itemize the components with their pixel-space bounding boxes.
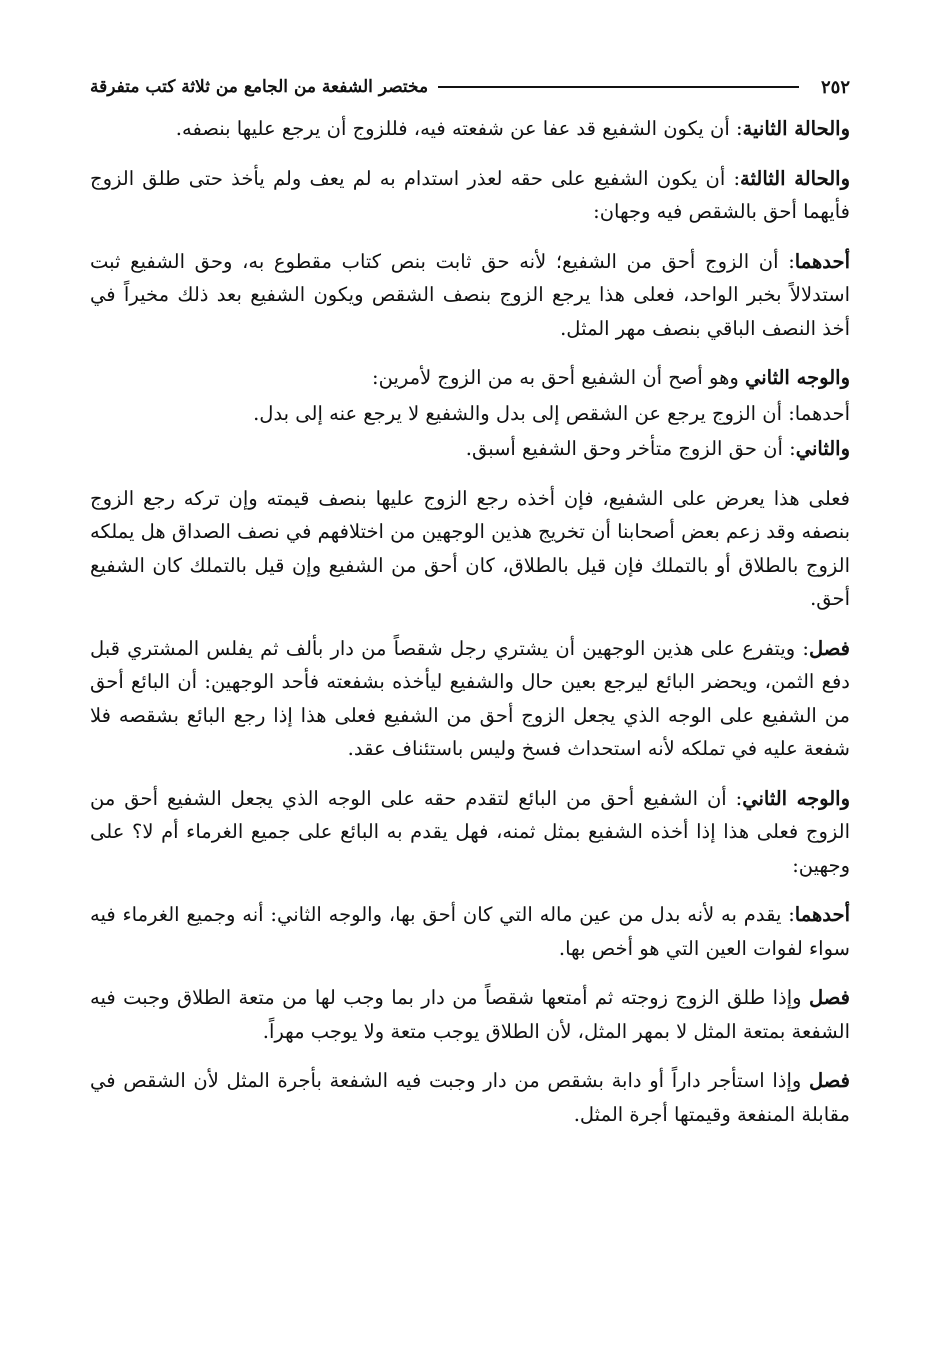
paragraph-lead: أحدهما xyxy=(794,249,850,273)
paragraph-text: : أن يكون الشفيع على حقه لعذر استدام به لم يعف ولم يأخذ حتى طلق الزوج فأيهما أحق بالشقص فيه وجهان: xyxy=(90,166,850,223)
paragraph xyxy=(90,782,850,883)
paragraph-lead: والثاني xyxy=(795,437,850,460)
paragraph-lead: والحالة الثالثة xyxy=(740,166,850,190)
paragraph-lead: والحالة الثانية xyxy=(742,117,850,140)
paragraph-text: أحدهما: أن الزوج يرجع عن الشقص إلى بدل والشفيع لا يرجع عنه إلى بدل. xyxy=(253,401,850,425)
page-number: ٢٥٢ xyxy=(820,76,850,98)
paragraph-lead: والوجه الثاني xyxy=(742,786,851,810)
paragraph xyxy=(90,397,850,431)
paragraph xyxy=(90,1064,850,1131)
paragraph-text: : أن الزوج أحق من الشفيع؛ لأنه حق ثابت بنص كتاب مقطوع به، وحق الشفيع ثبت استدلالاً بخبر الواحد، فعلى هذا يرجع الزوج بنصف الشقص ويكون الشفيع بعد ذلك مخيراً في أخذ النصف الباقي بنصف مهر المثل. xyxy=(90,249,850,340)
paragraph-lead: فصل xyxy=(809,1069,850,1092)
running-title: مختصر الشفعة من الجامع من ثلاثة كتب متفرقة xyxy=(90,77,429,97)
paragraph xyxy=(90,632,850,766)
paragraph xyxy=(90,162,850,229)
paragraph-text: فعلى هذا يعرض على الشفيع، فإن أخذه رجع الزوج عليها بنصف قيمته وإن تركه رجع الزوج بنصفه وقد زعم بعض أصحابنا أن تخريج هذين الوجهين من اختلافهم في نصف الصداق هل يملكه الزوج بالطلاق أو بالتملك فإن قيل بالطلاق، كان أحق من الشفيع وإن قيل بالتملك كان الشفيع أحق. xyxy=(90,486,850,610)
paragraph xyxy=(90,898,850,965)
paragraph-lead: فصل xyxy=(809,636,850,660)
paragraph-lead: فصل xyxy=(809,986,850,1009)
running-header xyxy=(90,70,850,104)
paragraph xyxy=(90,432,850,466)
paragraph xyxy=(90,981,850,1048)
paragraph-text: وهو أصح أن الشفيع أحق به من الزوج لأمرين: xyxy=(372,366,745,389)
paragraph xyxy=(90,245,850,346)
paragraph-text: : أن الشفيع أحق من البائع لتقدم حقه على الوجه الذي يجعل الشفيع أحق من الزوج فعلى هذا إذا أخذه الشفيع بمثل ثمنه، فهل يقدم به البائع على جميع الغرماء أم لا؟ على وجهين: xyxy=(90,786,850,877)
paragraph-text: : ويتفرع على هذين الوجهين أن يشتري رجل شقصاً من دار بألف ثم يفلس المشتري قبل دفع الثمن، ويحضر البائع ليرجع بعين حال والشفيع ليأخذه بشفعته فأحد الوجهين: أن البائع أحق من الشفيع على الوجه الذي يجعل الزوج أحق من الشفيع فعلى هذا إذا رجع البائع بشقصه فلا شفعة عليه في تملكه لأنه استحداث فسخ وليس باستئناف عقد. xyxy=(90,636,850,760)
paragraph-text: وإذا طلق الزوج زوجته ثم أمتعها شقصاً من دار بما وجب لها من متعة الطلاق وجبت فيه الشفعة بمتعة المثل لا بمهر المثل، لأن الطلاق يوجب متعة ولا يوجب مهراً. xyxy=(90,986,850,1043)
paragraph-lead: أحدهما xyxy=(794,903,850,926)
document-page xyxy=(90,70,850,1147)
paragraph-text: : أن حق الزوج متأخر وحق الشفيع أسبق. xyxy=(465,437,796,460)
paragraph-text: : يقدم به لأنه بدل من عين ماله التي كان أحق بها، والوجه الثاني: أنه وجميع الغرماء فيه سواء لفوات العين التي هو أخص بها. xyxy=(90,903,850,960)
paragraph-lead: والوجه الثاني xyxy=(744,366,850,389)
paragraph xyxy=(90,361,850,395)
paragraph-text: : أن يكون الشفيع قد عفا عن شفعته فيه، فللزوج أن يرجع عليها بنصفه. xyxy=(175,117,743,140)
paragraph-text: وإذا استأجر داراً أو دابة بشقص من دار وجبت فيه الشفعة بأجرة المثل لأن الشقص في مقابلة المنفعة وقيمتها أجرة المثل. xyxy=(90,1069,850,1126)
document-body xyxy=(90,112,850,1131)
paragraph xyxy=(90,112,850,146)
header-rule xyxy=(438,86,799,88)
paragraph xyxy=(90,482,850,616)
